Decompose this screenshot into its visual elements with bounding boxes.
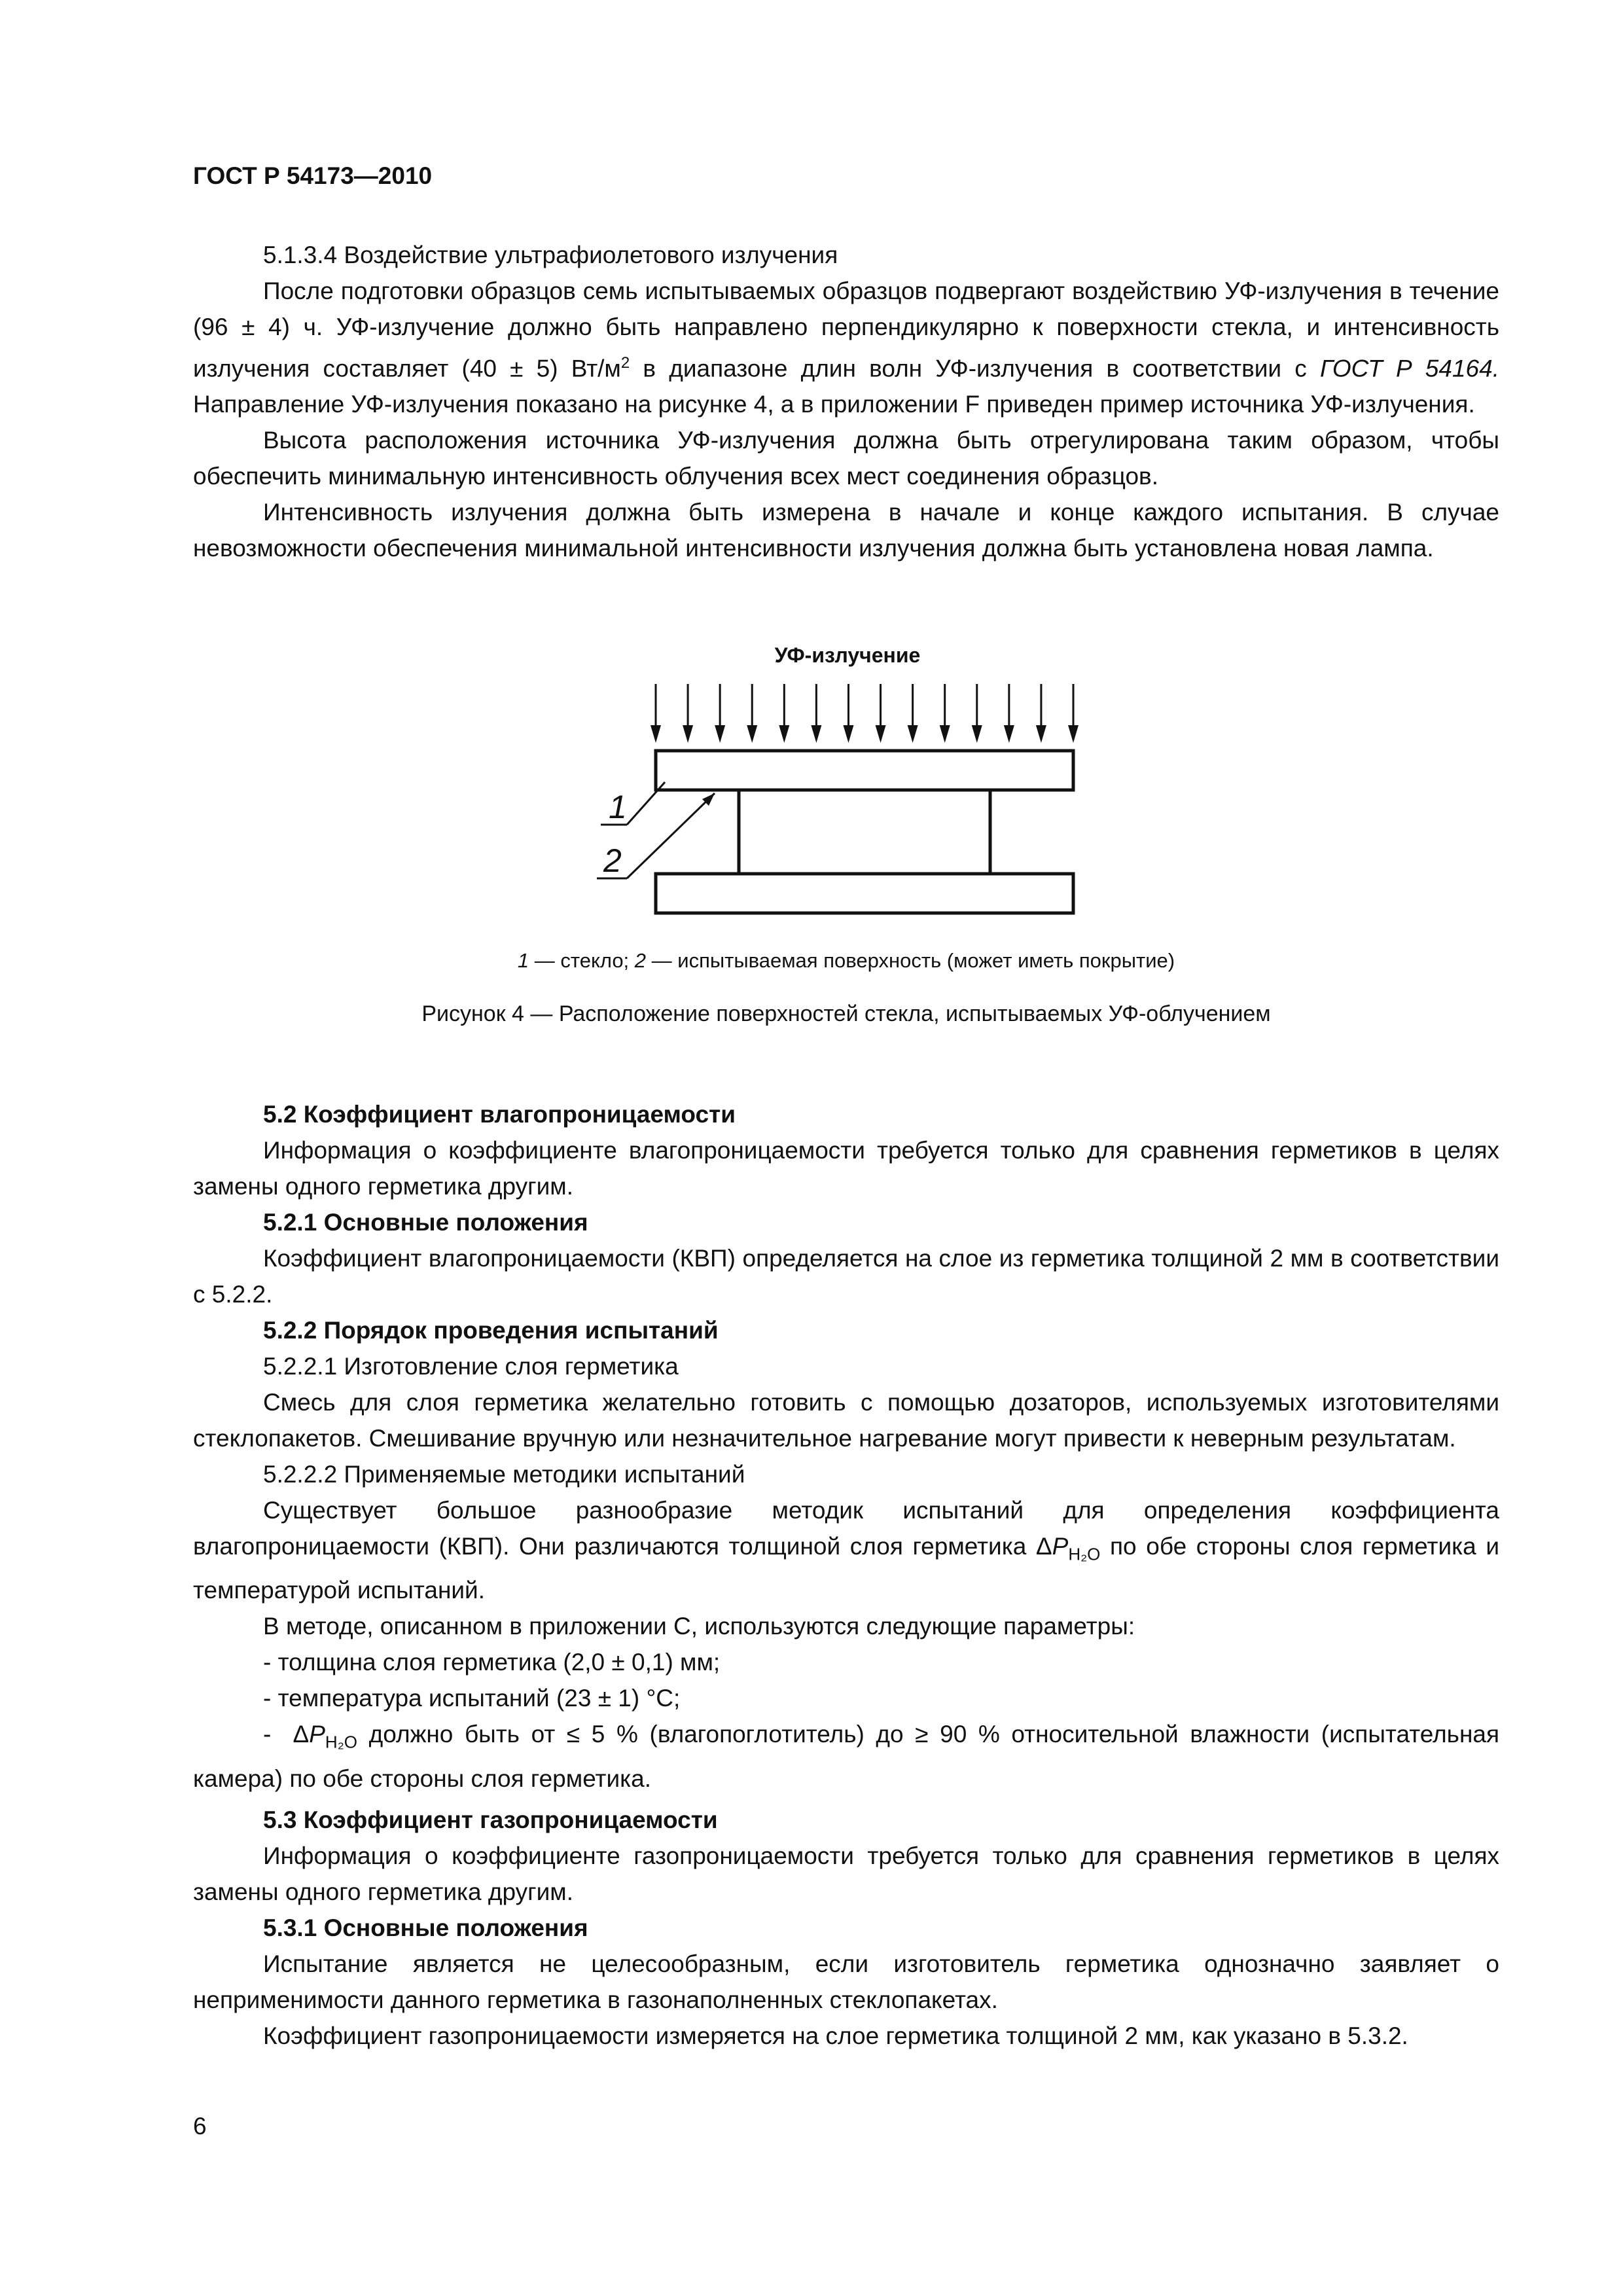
paragraph: Информация о коэффициенте газопроницаемости требуется только для сравнения герметиков в целях замены одного герметика другим.: [193, 1842, 1499, 1905]
delta-symbol: Δ: [1035, 1533, 1052, 1560]
paragraph-uv-exposure: [193, 273, 1499, 422]
document-header: ГОСТ Р 54173—2010: [193, 162, 433, 189]
uv-arrow-head: [1068, 725, 1079, 743]
uv-arrow-head: [972, 725, 982, 743]
uv-arrow-head: [876, 725, 886, 743]
subsection-title: 5.2.2.2 Применяемые методики испытаний: [263, 1461, 745, 1488]
leader-line-2: [627, 793, 715, 878]
uv-arrow-head: [779, 725, 789, 743]
figure-label-2: 2: [603, 842, 622, 879]
uv-arrow-head: [1004, 725, 1014, 743]
uv-arrow-head: [843, 725, 853, 743]
uv-arrow-head: [908, 725, 918, 743]
figure-caption: Рисунок 4 — Расположение поверхностей стекла, испытываемых УФ-облучением: [421, 1001, 1271, 1026]
leader-arrowhead-2: [702, 793, 715, 806]
figure-label-1: 1: [609, 789, 627, 825]
glass-pane-bottom: [656, 874, 1073, 913]
section-heading: 5.2.2 Порядок проведения испытаний: [263, 1317, 719, 1344]
section-heading: 5.3 Коэффициент газопроницаемости: [263, 1806, 718, 1833]
uv-arrow-head: [811, 725, 821, 743]
subscript: H₂O: [1068, 1544, 1101, 1564]
delta-symbol: Δ: [293, 1721, 310, 1748]
list-item: - толщина слоя герметика (2,0 ± 0,1) мм;: [263, 1649, 721, 1676]
text-run: должно быть от ≤ 5 % (влагопоглотитель) до ≥ 90 % относительной влажности (испытательная камера) по обе стороны слоя герметика.: [193, 1721, 1500, 1792]
text-run: по обе стороны слоя герметика и температурой испытаний.: [193, 1533, 1499, 1604]
spacer: [193, 1797, 1499, 1802]
sections-5-2-5-3: [193, 1096, 1499, 2054]
legend-number: 2: [634, 949, 647, 972]
subscript: H₂O: [325, 1732, 358, 1752]
legend-text: — испытываемая поверхность (может иметь покрытие): [646, 949, 1175, 972]
subsection-title: 5.1.3.4 Воздействие ультрафиолетового излучения: [263, 242, 838, 268]
paragraph: Коэффициент влагопроницаемости (КВП) определяется на слое из герметика толщиной 2 мм в соответствии с 5.2.2.: [193, 1245, 1499, 1308]
uv-arrow-head: [683, 725, 693, 743]
legend-number: 1: [517, 949, 529, 972]
paragraph: [193, 1492, 1499, 1608]
uv-arrow-head: [747, 725, 757, 743]
uv-arrow-head: [651, 725, 661, 743]
uv-arrow-head: [940, 725, 950, 743]
paragraph: В методе, описанном в приложении C, используются следующие параметры:: [263, 1613, 1135, 1640]
paragraph: Информация о коэффициенте влагопроницаемости требуется только для сравнения герметиков в целях замены одного герметика другим.: [193, 1137, 1499, 1200]
text-run: в диапазоне длин волн УФ-излучения в соответствии с: [630, 355, 1320, 382]
text-run: После подготовки образцов семь испытываемых образцов подвергают воздействию УФ-излучения в течение (96 ± 4) ч. УФ-излучение должно быть направлено перпендикулярно к поверхности стекла, и интенсивность излучения составляет (40 ± 5) Вт/м: [193, 278, 1499, 382]
section-heading: 5.2 Коэффициент влагопроницаемости: [263, 1101, 736, 1128]
paragraph: Смесь для слоя герметика желательно готовить с помощью дозаторов, используемых изготовителями стеклопакетов. Смешивание вручную или незначительное нагревание могут привести к неверным результатам.: [193, 1389, 1499, 1452]
standard-reference: ГОСТ Р 54164.: [1319, 355, 1499, 382]
uv-label: УФ-излучение: [774, 643, 921, 667]
figure-legend: [193, 949, 1499, 973]
list-item: - температура испытаний (23 ± 1) °С;: [263, 1685, 681, 1712]
subsection-title: 5.2.2.1 Изготовление слоя герметика: [263, 1353, 679, 1380]
paragraph: Коэффициент газопроницаемости измеряется на слое герметика толщиной 2 мм, как указано в 5.3.2.: [263, 2022, 1408, 2049]
text-run: Направление УФ-излучения показано на рисунке 4, а в приложении F приведен пример источника УФ-излучения.: [193, 391, 1475, 418]
paragraph-intensity-measurement: Интенсивность излучения должна быть измерена в начале и конце каждого испытания. В случае невозможности обеспечения минимальной интенсивности излучения должна быть установлена новая лампа.: [193, 499, 1499, 562]
text-run: -: [263, 1721, 293, 1748]
section-5-1-3-4: [193, 237, 1499, 566]
uv-arrow-head: [715, 725, 725, 743]
paragraph-source-height: Высота расположения источника УФ-излучения должна быть отрегулирована таким образом, чтобы обеспечить минимальную интенсивность облучения всех мест соединения образцов.: [193, 427, 1499, 490]
uv-arrows: [651, 684, 1079, 743]
superscript: 2: [620, 354, 630, 372]
paragraph: Испытание является не целесообразным, если изготовитель герметика однозначно заявляет о неприменимости данного герметика в газонаполненных стеклопакетах.: [193, 1950, 1499, 2013]
pressure-symbol: P: [309, 1721, 325, 1748]
list-item: [193, 1716, 1499, 1796]
section-heading: 5.3.1 Основные положения: [263, 1914, 588, 1941]
uv-arrow-head: [1036, 725, 1046, 743]
page-number: 6: [193, 2113, 207, 2140]
pressure-symbol: P: [1052, 1533, 1069, 1560]
legend-text: — стекло;: [529, 949, 635, 972]
glass-pane-top: [656, 751, 1073, 790]
leader-line-1: [627, 782, 665, 825]
text-run: Существует большое разнообразие методик испытаний для определения коэффициента влагопроницаемости (КВП). Они различаются толщиной слоя герметика: [193, 1497, 1499, 1560]
section-heading: 5.2.1 Основные положения: [263, 1209, 588, 1236]
